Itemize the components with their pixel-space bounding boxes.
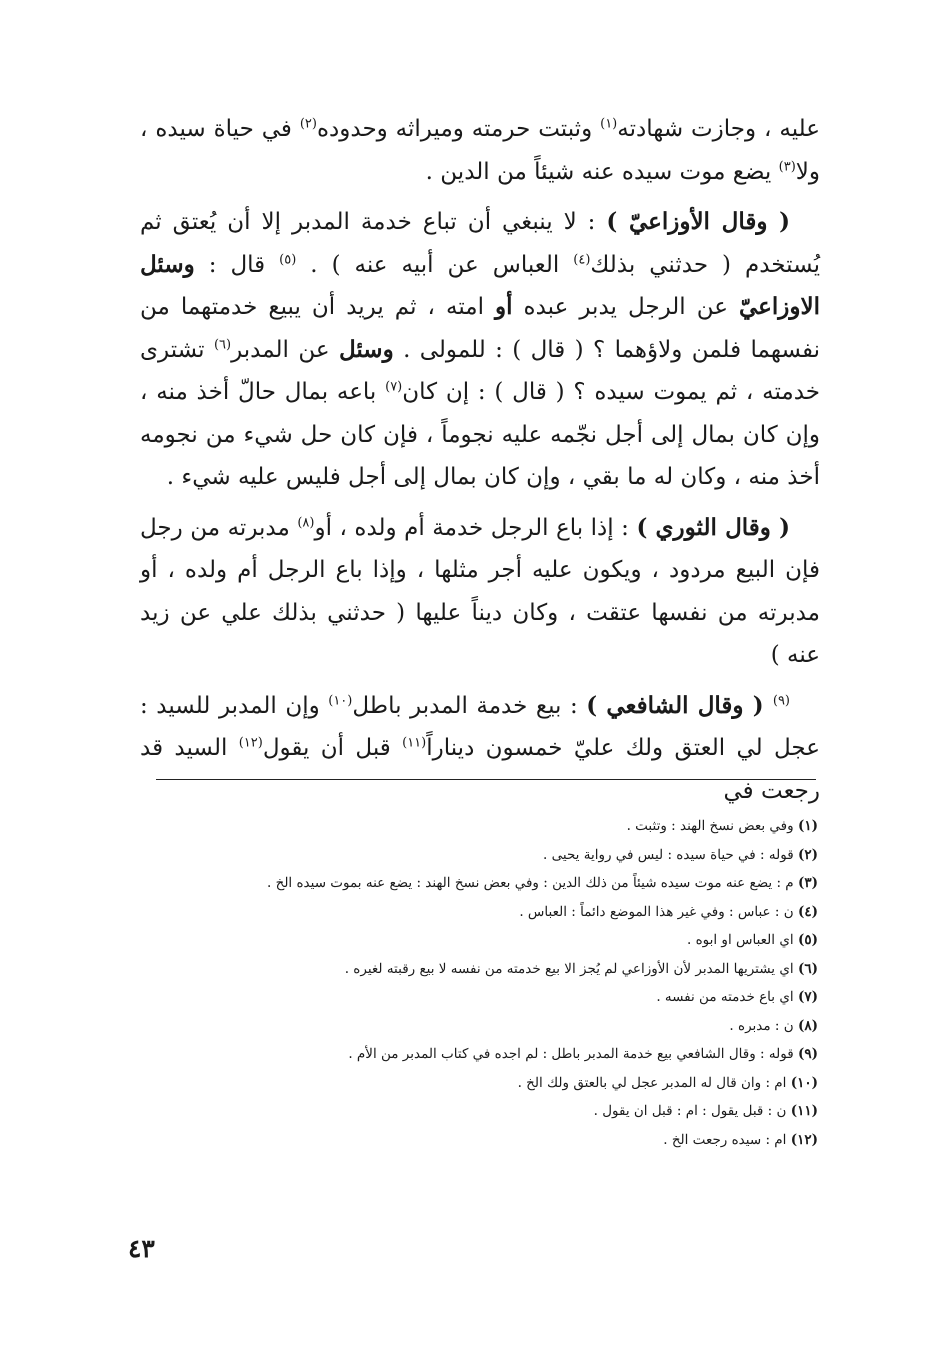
footnote-text: ن : قبل يقول : ام : قبل ان يقول .: [593, 1103, 787, 1119]
footnote-text: اي يشتريها المدبر لأن الأوزاعي لم يُجز الا بيع خدمته من نفسه لا بيع رقبته لغيره .: [344, 960, 794, 977]
footnote: [160, 812, 818, 841]
text-run: باعه بمال حالّ أخذ منه ، وإن كان بمال إلى أجل نجّمه عليه نجوماً ، فإن كان حل شيء من نجومه أخذ منه ، وكان له ما بقي ، وإن كان بمال إلى أجل فليس عليه شيء .: [140, 379, 820, 490]
footnote-number: (٧): [797, 989, 818, 1005]
text-run: السيد قد رجعت في: [140, 735, 820, 804]
footnote: [160, 983, 818, 1012]
footnote-text: ن : عباس : وفي غير هذا الموضع دائماً : العباس .: [519, 903, 794, 920]
footnote-reference: (٩): [772, 692, 790, 708]
footnote-text: اي العباس او ابوه .: [687, 932, 794, 948]
footnote-text: وفي بعض نسخ الهند : وتثبت .: [626, 818, 794, 834]
text-run: : إذا باع الرجل خدمة أم ولده ، أو: [314, 514, 637, 541]
footnote-reference: (١): [600, 116, 618, 132]
text-run: : بيع خدمة المدبر باطل: [352, 692, 587, 719]
footnote-number: (٤): [797, 903, 818, 920]
text-run: عليه ، وجازت شهادته: [617, 116, 820, 142]
footnote-reference: (١١): [402, 735, 427, 751]
footnote-text: ام : سيده رجعت الخ .: [663, 1131, 787, 1148]
footnote: [160, 955, 818, 984]
footnote-number: (١١): [790, 1103, 818, 1119]
text-run: مدبرته من رجل فإن البيع مردود ، ويكون عليه أجر مثلها ، وإذا باع الرجل أم ولده ، أو مدبرته من نفسها عتقت ، وكان ديناً عليها ( حدثني بذلك علي عن زيد عنه ): [140, 514, 820, 668]
paragraph: [140, 685, 820, 813]
footnote: [160, 1097, 818, 1126]
footnote: [160, 898, 818, 927]
footnote-text: قوله : وقال الشافعي بيع خدمة المدبر باطل : لم اجده في كتاب المدبر من الأم .: [348, 1046, 794, 1062]
footnote-text: ن : مدبره .: [729, 1017, 794, 1034]
text-run: قال :: [194, 251, 280, 278]
text-run: وإن المدبر للسيد : عجل لي العتق ولك عليّ خمسون ديناراً: [140, 692, 820, 761]
page-number: ٤٣: [128, 1234, 155, 1263]
footnote-reference: (٧): [385, 379, 403, 395]
bold-heading: ( وقال الثوري ): [636, 513, 790, 541]
footnote-number: (٢): [797, 846, 818, 863]
footnote-number: (٦): [797, 960, 818, 977]
paragraph: [140, 108, 820, 193]
main-text: [140, 108, 820, 812]
footnote-reference: (٤): [573, 251, 591, 267]
footnote: [160, 869, 818, 898]
text-run: : لا ينبغي أن تباع خدمة المدبر إلا أن يُعتق ثم يُستخدم ( حدثني بذلك: [140, 209, 820, 278]
text-run: وثبتت حرمته وميراثه وحدوده: [316, 116, 601, 142]
footnote-number: (١): [797, 818, 818, 834]
footnote: [160, 926, 818, 955]
footnote-text: ام : وان قال له المدبر عجل لي بالعتق ولك الخ .: [517, 1074, 787, 1091]
paragraph: [140, 507, 820, 677]
footnote-number: (٣): [797, 875, 818, 891]
bold-heading: وسئل الاوزاعيّ: [140, 250, 820, 320]
text-run: العباس عن أبيه عنه ) .: [296, 251, 574, 278]
footnote-reference: (٢): [299, 116, 317, 132]
paragraph: [140, 201, 820, 499]
text-run: يضع موت سيده عنه شيئاً من الدين .: [425, 158, 779, 185]
footnote-divider: [156, 779, 816, 780]
footnote-text: قوله : في حياة سيده : ليس في رواية يحيى .: [543, 846, 794, 863]
footnote-number: (١٠): [790, 1074, 818, 1091]
footnote: [160, 1012, 818, 1041]
footnote-reference: (٨): [297, 514, 315, 530]
footnote: [160, 841, 818, 870]
bold-heading: ( وقال الشافعي ): [586, 691, 773, 719]
bold-heading: ( وقال الأوزاعيّ ): [606, 208, 790, 235]
text-run: عن الرجل يدبر عبده: [512, 294, 739, 320]
footnote-number: (٩): [797, 1046, 818, 1062]
footnote-reference: (٦): [213, 336, 232, 352]
footnote-reference: (١٢): [238, 735, 263, 751]
bold-heading: وسئل: [338, 335, 394, 363]
footnote-reference: (١٠): [328, 692, 353, 708]
text-run: في حياة سيده ، ولا: [140, 116, 820, 185]
footnote-reference: (٣): [778, 158, 796, 174]
footnote: [160, 1040, 818, 1069]
footnote-text: م : يضع عنه موت سيده شيئاً من ذلك الدين : وفي بعض نسخ الهند : يضع عنه بموت سيده الخ .: [267, 875, 794, 891]
footnote-number: (١٢): [790, 1131, 818, 1148]
footnotes: [160, 812, 818, 1154]
footnote-number: (٥): [797, 932, 818, 948]
footnote: [160, 1126, 818, 1155]
text-run: عن المدبر: [231, 336, 339, 363]
footnote-text: اي باع خدمته من نفسه .: [656, 989, 794, 1005]
text-run: تشترى خدمته ، ثم يموت سيده ؟ ( قال ) : إن كان: [140, 336, 820, 405]
footnote-number: (٨): [797, 1017, 818, 1034]
footnote-reference: (٥): [279, 251, 297, 267]
text-run: قبل أن يقول: [262, 735, 403, 761]
footnote: [160, 1069, 818, 1098]
bold-heading: أو: [495, 293, 513, 320]
text-run: امته ، ثم يريد أن يبيع خدمتهما من نفسهما فلمن ولاؤهما ؟ ( قال ) : للمولى .: [140, 294, 821, 363]
